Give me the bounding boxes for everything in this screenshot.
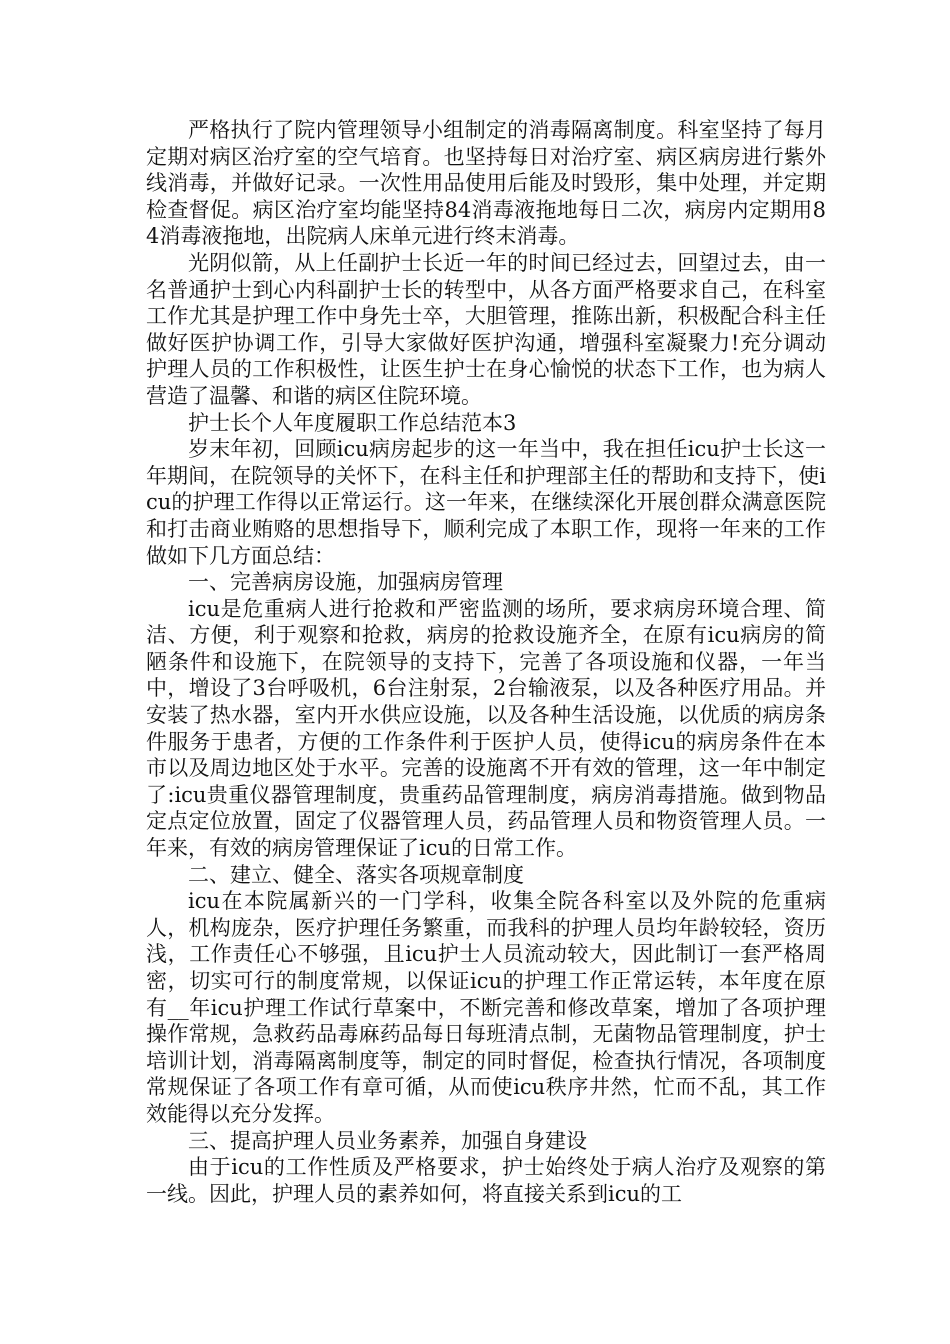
heading-two: 二、建立、健全、落实各项规章制度 xyxy=(188,862,524,887)
heading-three: 三、提高护理人员业务素养，加强自身建设 xyxy=(188,1128,587,1153)
paragraph-facilities: icu是危重病人进行抢救和严密监测的场所，要求病房环境合理、简洁、方便，利于观察和抢救，病房的抢救设施齐全，在原有icu病房的简陋条件和设施下，在院领导的支持下，完善了各项设施和仪器，一年当中，增设了3台呼吸机，6台注射泵，2台输液泵，以及各种医疗用品。并安装了热水器，室内开水供应设施，以及各种生活设施，以优质的病房条件服务于患者，方便的工作条件利于医护人员，使得icu的病房条件在本市以及周边地区处于水平。完善的设施离不开有效的管理，这一年中制定了:icu贵重仪器管理制度，贵重药品管理制度，病房消毒措施。做到物品定点定位放置，固定了仪器管理人员，药品管理人员和物资管理人员。一年来，有效的病房管理保证了icu的日常工作。 xyxy=(146,596,826,861)
paragraph-intro: 岁末年初，回顾icu病房起步的这一年当中，我在担任icu护士长这一年期间，在院领导的关怀下，在科主任和护理部主任的帮助和支持下，使icu的护理工作得以正常运行。这一年来，在继续深化开展创群众满意医院和打击商业贿赂的思想指导下，顺利完成了本职工作，现将一年来的工作做如下几方面总结： xyxy=(146,437,826,568)
section-title: 护士长个人年度履职工作总结范本3 xyxy=(188,410,517,435)
heading-one: 一、完善病房设施，加强病房管理 xyxy=(188,570,503,595)
paragraph-disinfection: 严格执行了院内管理领导小组制定的消毒隔离制度。科室坚持了每月定期对病区治疗室的空气培育。也坚持每日对治疗室、病区病房进行紫外线消毒，并做好记录。一次性用品使用后能及时毁形，集中处理，并定期检查督促。病区治疗室均能坚持84消毒液拖地每日二次，病房内定期用84消毒液拖地，出院病人床单元进行终末消毒。 xyxy=(146,118,826,249)
paragraph-training: 由于icu的工作性质及严格要求，护士始终处于病人治疗及观察的第一线。因此，护理人员的素养如何，将直接关系到icu的工 xyxy=(146,1155,826,1206)
paragraph-review: 光阴似箭，从上任副护士长近一年的时间已经过去，回望过去，由一名普通护士到心内科副护士长的转型中，从各方面严格要求自己，在科室工作尤其是护理工作中身先士卒，大胆管理，推陈出新，积极配合科主任做好医护协调工作，引导大家做好医护沟通，增强科室凝聚力!充分调动护理人员的工作积极性，让医生护士在身心愉悦的状态下工作，也为病人营造了温馨、和谐的病区住院环境。 xyxy=(146,250,826,408)
paragraph-regulations: icu在本院属新兴的一门学科，收集全院各科室以及外院的危重病人，机构庞杂，医疗护理任务繁重，而我科的护理人员均年龄较轻，资历浅，工作责任心不够强，且icu护士人员流动较大，因此制订一套严格周密，切实可行的制度常规，以保证icu的护理工作正常运转，本年度在原有__年icu护理工作试行草案中，不断完善和修改草案，增加了各项护理操作常规，急救药品毒麻药品每日每班清点制，无菌物品管理制度，护士培训计划，消毒隔离制度等，制定的同时督促，检查执行情况，各项制度常规保证了各项工作有章可循，从而使icu秩序井然，忙而不乱，其工作效能得以充分发挥。 xyxy=(146,889,826,1126)
document-body xyxy=(146,117,826,1207)
